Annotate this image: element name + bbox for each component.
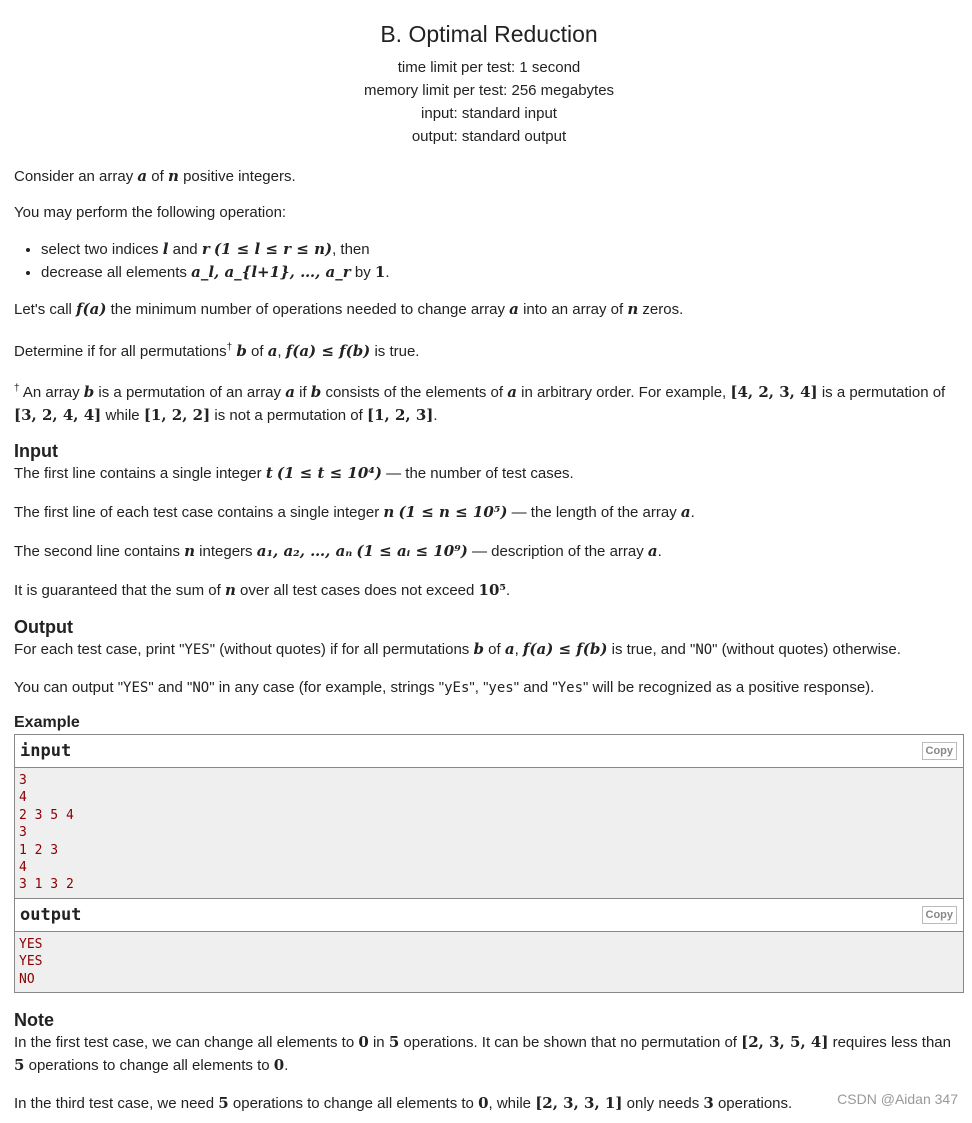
- note-heading: Note: [14, 1010, 54, 1031]
- input-line-3: The second line contains n integers a₁, a₂, …, aₙ (1 ≤ aᵢ ≤ 10⁹) — description of the array a.: [14, 542, 662, 560]
- note-line-1: In the first test case, we can change all elements to 0 in 5 operations. It can be shown that no permutation of [2, 3, 5, 4] requires less than 5 operations to change all elements to 0.: [14, 1033, 951, 1075]
- page-title: B. Optimal Reduction: [380, 21, 598, 47]
- copy-input-button[interactable]: Copy: [922, 742, 958, 760]
- legend-line-3: Let's call f(a) the minimum number of operations needed to change array a into an array of n zeros.: [14, 300, 684, 318]
- memory-limit: memory limit per test: 256 megabytes: [363, 82, 615, 99]
- time-limit: time limit per test: 1 second: [397, 59, 581, 76]
- watermark: CSDN @Aidan 347: [837, 1091, 958, 1107]
- example-heading: Example: [14, 714, 80, 731]
- input-line-2: The first line of each test case contains a single integer n (1 ≤ n ≤ 10⁵) — the length of the array a.: [14, 503, 695, 521]
- output-line-1: For each test case, print "YES" (without quotes) if for all permutations b of a, f(a) ≤ f(b) is true, and "NO" (without quotes) otherwise.: [14, 640, 901, 658]
- test-line: YES: [19, 954, 43, 970]
- sample-output-box: [14, 899, 964, 993]
- test-line: 1 2 3: [19, 842, 59, 858]
- test-line: 2 3 5 4: [19, 807, 74, 823]
- list-item: • select two indices l and r (1 ≤ l ≤ r ≤ n), then: [41, 238, 964, 261]
- test-line: 3: [19, 825, 27, 841]
- test-line: 4: [19, 790, 27, 806]
- sample-input-box: [14, 734, 964, 899]
- input-heading: Input: [14, 441, 58, 461]
- legend-line-4: Determine if for all permutations† b of a, f(a) ≤ f(b) is true.: [14, 342, 420, 360]
- list-item: • decrease all elements a_l, a_{l+1}, …, a_r by 1.: [41, 261, 964, 284]
- test-line: 4: [19, 860, 27, 876]
- output-heading: Output: [14, 617, 73, 637]
- input-line-4: It is guaranteed that the sum of n over all test cases does not exceed 10⁵.: [14, 581, 511, 599]
- input-line-1: The first line contains a single integer t (1 ≤ t ≤ 10⁴) — the number of test cases.: [14, 464, 574, 482]
- test-line: 3 1 3 2: [19, 877, 74, 893]
- test-line: NO: [19, 971, 35, 987]
- note-line-2: In the third test case, we need 5 operations to change all elements to 0, while [2, 3, 3, 1] only needs 3 operations.: [14, 1094, 793, 1113]
- output-line-2: You can output "YES" and "NO" in any case (for example, strings "yEs", "yes" and "Yes" will be recognized as a positive response).: [14, 679, 875, 696]
- output-file: output: standard output: [411, 128, 567, 145]
- problem-statement: [14, 0, 964, 1115]
- sample-output-label: output: [20, 904, 82, 925]
- test-line: YES: [19, 936, 43, 952]
- test-line: 3: [19, 773, 27, 788]
- sample-input-content: [15, 768, 963, 898]
- legend-line-1: Consider an array a of n positive integers.: [14, 167, 296, 185]
- copy-output-button[interactable]: Copy: [922, 906, 958, 924]
- input-file: input: standard input: [421, 105, 557, 122]
- sample-output-content: [15, 932, 963, 992]
- legend-line-2: You may perform the following operation:: [14, 204, 287, 221]
- sample-input-title: [15, 735, 963, 768]
- operation-list: [14, 238, 964, 284]
- limits-block: [14, 56, 964, 148]
- sample-output-title: [15, 899, 963, 932]
- sample-input-label: input: [20, 741, 72, 761]
- footnote: † An array b is a permutation of an array a if b consists of the elements of a in arbitrary order. For example, [4, 2, 3, 4] is a permutation of [3, 2, 4, 4] while [1, 2, 2] is not a permutation of [1, 2, 3].: [14, 383, 946, 424]
